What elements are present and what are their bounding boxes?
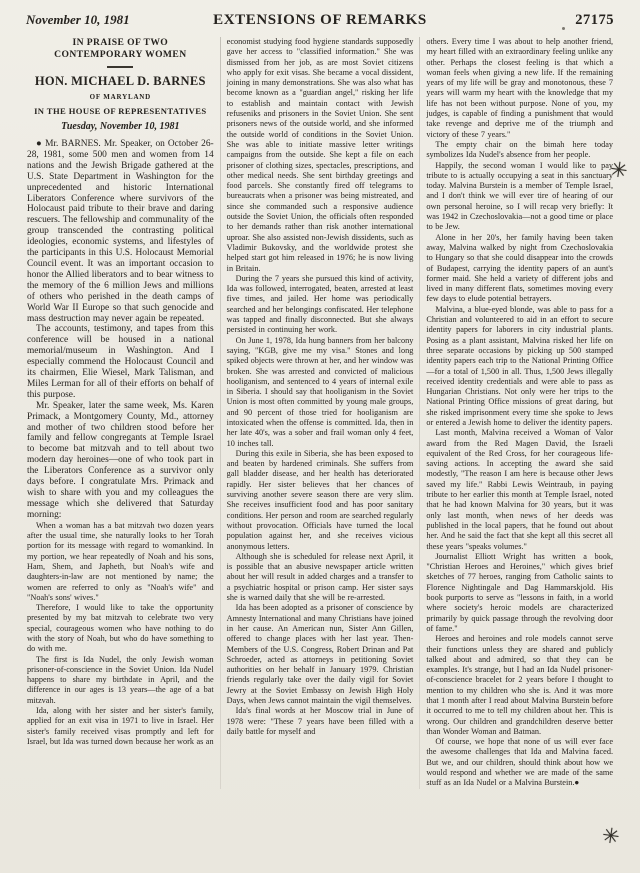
paragraph: Happily, the second woman I would like to pay tribute to is actually occupying a seat in this sanctuary today. Malvina Burstein is a member of Temple Israel, and I don't think we will ever tire of hearing of our own personal heroine, so I will recap very briefly: It was 1942 in Czechoslovakia—not a good time or place to be Jew. <box>426 160 614 232</box>
article-title-line1: IN PRAISE OF TWO <box>72 37 169 48</box>
paragraph: The empty chair on the bimah here today symbolizes Ida Nudel's absence from her people. <box>426 139 614 160</box>
paragraph: Although she is scheduled for release next April, it is possible that an abusive newspaper article written about her will result in added charges and a transfer to a psychiatric hospital or prison camp. Her sister says she is warned daily that she will be re-arrested. <box>226 551 414 603</box>
column-right-body <box>426 37 613 789</box>
paragraph: ● Mr. BARNES. Mr. Speaker, on October 26-28, 1981, some 500 men and women from 14 nations and the Jewish Brigade gathered at the U.S. State Department in Washington for the unprecedented and historic International Liberators Conference where survivors of the Holocaust paid tribute to their brave and daring rescuers. The fellowship and communality of the group transcended the contrasting political ideologies, economic systems, and lifestyles of the participants in this U.S. Holocaust Memorial Council event. It was an important occasion to honor the Allied liberators and to bear witness to the memory of the 6 million Jews and millions of others who perished in the death camps of World War II Europe so that such genocide and mass destruction may never again be repeated. <box>27 139 214 324</box>
paragraph: Malvina, a blue-eyed blonde, was able to pass for a Christian and volunteered to aid in an effort to secure identity papers for laborers in city industrial plants. Posing as a plant assistant, Malvina risked her life on three separate occasions by picking up 500 stamped identity papers each trip to the National Printing Office—for a total of 1,500 in all. Thus, 1,500 Jews illegally received identity credentials and were able to pass as Hungarian Christians. Not only were her trips to the National Printing Office missions of great daring, but she risked imprisonment every time she spoke to Jews or entered a Jewish home to deliver the identity papers. <box>426 304 614 427</box>
author-name: HON. MICHAEL D. BARNES <box>34 74 206 88</box>
article-title-line2: CONTEMPORARY WOMEN <box>54 49 187 60</box>
page-title: EXTENSIONS OF REMARKS <box>213 12 427 28</box>
article-heading-block <box>27 37 214 132</box>
paragraph: Alone in her 20's, her family having been taken away, Malvina walked by night from Czechoslovakia to Hungary so that she could disappear into the crowds of Budapest, carrying the identity papers of an aunt's former maid. She held a variety of different jobs and lived in many different flats, sometimes moving every few days to elude potential betrayers. <box>426 232 614 304</box>
paragraph: When a woman has a bat mitzvah two dozen years after the usual time, she naturally looks to her Torah portion for its message with regard to womankind. In my portion, we hear repeatedly of Noah and his sons, Ham, Shem, and Japheth, but Noah's wife and daughters-in-law are not mentioned by name; the women are referred to only as "Noah's wife" and "Noah's sons' wives." <box>27 520 214 602</box>
handwritten-asterisk-icon: ✳ <box>600 822 622 850</box>
paragraph: Of course, we hope that none of us will ever face the awesome challenges that Ida and Malvina faced. But we, and our children, should think about how we would respond and whether we are made of the same stuff as an Ida Nudel or a Malvina Burstein.● <box>426 737 614 788</box>
column-rule <box>419 37 420 789</box>
paragraph: Ida, along with her sister and her sister's family, applied for an exit visa in 1971 to live in Israel. Her sister's family received visas promptly and left for Israel, but Ida was turned down because her work as an <box>27 706 214 746</box>
scan-speck <box>562 27 565 30</box>
column-left-body <box>27 139 214 747</box>
paragraph: economist studying food hygiene standards supposedly gave her access to "classified information." She was dismissed from her job, as are most Soviet citizens who apply for exit visas. She became a vocal dissident, joining in many demonstrations. She was also what has become known as a "guardian angel," risking her life to establish and maintain contact with Jewish refuseniks and prisoners in the Soviet Union. She sent prisoners news of the outside world, and she informed the outside world of conditions in the Soviet Union. She was able to initiate massive letter writings campaigns from the outside. She kept a file on each prisoner of clothing sizes, spectacles, prescriptions, and other medical needs. She sent birthday greetings and food parcels. She constantly fired off telegrams to bureaucrats when a prisoner was being mistreated, and since she commanded such a responsive audience outside the Soviet Union, the officials often responded to her demands rather than risk another international uproar. She also assisted non-Jewish dissidents, such as Vladimir Bukovsky, and the worldwide protest she helped start got him released in 1976; he is now living in Britain. <box>226 37 414 273</box>
text-columns <box>26 37 614 789</box>
column-right <box>425 37 614 789</box>
page-number: 27175 <box>575 12 614 28</box>
column-rule <box>220 37 221 789</box>
heading-divider <box>107 66 133 68</box>
paragraph: Last month, Malvina received a Woman of Valor award from the Red Magen David, the Israeli equivalent of the Red Cross, for her courageous life-saving actions. In accepting the award she said modestly, "The reason I am here is because other Jews saved my life." Rabbi Lewis Weintraub, in paying tribute to her earlier this month at Temple Israel, noted that he had known Malvina for 30 years, but it was only last month, when news of her deeds was published in the local papers, that he found out about her. And he said the fact that she kept all this secret all these years "speaks volumes." <box>426 428 614 551</box>
paragraph: Therefore, I would like to take the opportunity presented by my bat mitzvah to celebrate two very special, courageous women who have nothing to do with the story of Noah, but who do have something to do with me. <box>27 603 214 654</box>
handwritten-asterisk-icon: ✳ <box>608 156 630 184</box>
paragraph: The accounts, testimony, and tapes from this conference will be housed in a national memorial/museum in Washington. And I especially commend the Holocaust Council and its chairmen, Elie Wiesel, Mark Talisman, and Miles Lerman for all of their efforts on behalf of this purpose. <box>27 324 214 400</box>
paragraph: During this exile in Siberia, she has been exposed to and beaten by hardened criminals. She suffers from gall bladder disease, and her health has deteriorated rapidly. Her sister believes that her chances of surviving another severe season there are very slim. She receives insufficient food and has poor sanitary conditions. Her person and room are searched regularly without provocation. Officials have turned the local population against her, and she receives vicious anonymous letters. <box>226 448 414 551</box>
sitting-date: Tuesday, November 10, 1981 <box>61 121 180 132</box>
chamber-line: IN THE HOUSE OF REPRESENTATIVES <box>34 106 207 116</box>
paragraph: During the 7 years she pursued this kind of activity, Ida was followed, interrogated, beaten, arrested at least five times, and jailed. Her home was periodically searched and her belongings confiscated. Her telephone was tapped and finally disconnected. But she always persisted in continuing her work. <box>226 273 414 335</box>
paragraph: Journalist Elliott Wright has written a book, "Christian Heroes and Heroines," which gives brief sketches of 77 heroes, ranging from Catholic saints to Florence Nightingale and Dag Hammarskjold. His book purports to serve as "lessons in faith, in a world where society's heroic models are characterized primarily by quick passage through the revolving door of fame." <box>426 551 614 633</box>
author-state: OF MARYLAND <box>89 93 152 101</box>
running-header <box>26 10 614 35</box>
paragraph: others. Every time I was about to help another friend, my heart filled with an extraordinary feeling unlike any other. Perhaps the closest feeling is that which a woman feels when giving a new life. If the remaining years of my life will be gray and monotonous, these 7 years will warm my heart with the knowledge that my life has not been without purpose. None of you, my judges, is capable of finding a punishment that would take revenge and deprive me of the triumph and victory of these 7 years." <box>426 37 614 139</box>
paragraph: Ida's final words at her Moscow trial in June of 1978 were: "These 7 years have been filled with a daily battle for myself and <box>226 706 414 736</box>
paragraph: On June 1, 1978, Ida hung banners from her balcony saying, "KGB, give me my visa." Stones and long spiked objects were thrown at her, and her window was broken. She was arrested and convicted of malicious hooliganism, and sentenced to 4 years of internal exile in Siberia. I should say that hooliganism in the Soviet Union is most often committed by young male groups, and 90 percent of those tried for hooliganism are intoxicated when the offense is committed. Ida, then in her late 40's, was a sober and frail woman only 4 feet, 10 inches tall. <box>226 335 414 448</box>
column-left <box>26 37 215 789</box>
paragraph: Mr. Speaker, later the same week, Ms. Karen Primack, a Montgomery County, Md., attorney and mother of two children stood before her family and fellow congregants at Temple Israel to become bat mitzvah and to tell about two modern day heroines—one of who took part in the Liberators Conference as a survivor only days before. I congratulate Mrs. Primack and wish to share with you and my colleagues the message which she delivered that Saturday morning: <box>27 400 214 520</box>
header-date: November 10, 1981 <box>26 12 130 27</box>
column-middle <box>226 37 415 789</box>
paragraph: Ida has been adopted as a prisoner of conscience by Amnesty International and many Christians have joined in her cause. An American nun, Sister Ann Gillen, offered to change places with her last year. Then-Members of the U.S. Congress, Robert Drinan and Pat Schroeder, acted as attorneys in petitioning Soviet authorities on her behalf in January 1979. Christian friends regularly take over the daily vigil for Soviet Jewry at the Soviet Embassy on Jewish High Holy Days, when Jews cannot maintain the vigil themselves. <box>226 603 414 705</box>
paragraph: Heroes and heroines and role models cannot serve their functions unless they are shared and publicly talked about and admired, so that they can be examples. It's strange, but I had an Ida Nudel prisoner-of-conscience bracelet for 2 years before I thought to mention to my children who she is. And it was more that 1 month after I read about Malvina Burstein before it occurred to me to tell my children about her. This is wrong. Our children and grandchildren deserve better than Wonder Woman and Batman. <box>426 634 614 736</box>
paragraph: The first is Ida Nudel, the only Jewish woman prisoner-of-conscience in the Soviet Union. Ida Nudel happens to share my birthdate in April, and the difference in our ages is 13 years—the age of a bat mitzvah. <box>27 654 214 705</box>
column-middle-body <box>227 37 414 737</box>
